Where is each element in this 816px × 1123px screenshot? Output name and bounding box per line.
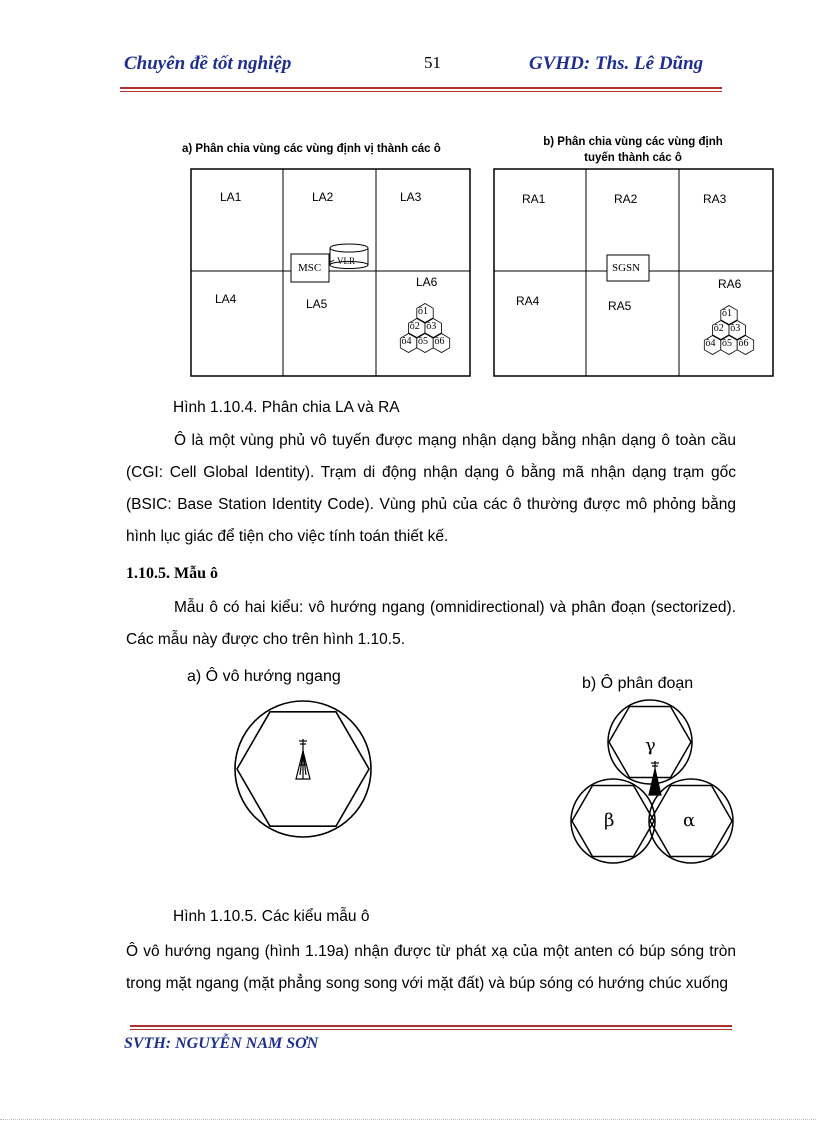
hex-cell-label: ô6 [738,338,749,349]
hex-cell-label: ô3 [730,323,741,334]
la-cell-4: LA4 [215,292,237,306]
ra-cell-4: RA4 [516,294,540,308]
hex-cell-label: ô3 [426,321,437,332]
hex-cell-label: ô4 [401,336,412,347]
hex-cell-label: ô2 [713,323,724,334]
omni-cell-diagram [230,695,380,845]
footer-rule-thin [130,1029,732,1030]
section-heading: 1.10.5. Mẫu ô [126,565,218,582]
hex-cell-label: ô5 [418,336,428,347]
paragraph-cell-definition: Ô là một vùng phủ vô tuyến được mạng nhận dạng bằng nhận dạng ô toàn cầu (CGI: Cell Global Identity). Trạm di động nhận dạng ô bằng mã nhận dạng trạm gốc (BSIC: Base Station Identity Code). Vùng phủ của các ô thường được mô phỏng bằng hình lục giác để tiện cho việc tính toán thiết kế. [126,432,736,545]
hex-cell-label: ô1 [418,306,428,317]
la-cell-2: LA2 [312,190,334,204]
figure2-title-b: b) Ô phân đoạn [582,675,694,692]
header-rule [120,87,722,89]
figure1-title-b-line1: b) Phân chia vùng các vùng định [543,136,723,148]
figure1-title-b [493,134,773,166]
hex-cell-label: ô2 [409,321,420,332]
sgsn-label: SGSN [612,262,641,274]
sector-beta-label: β [604,810,615,831]
ra-cell-3: RA3 [703,192,727,206]
figure1-caption: Hình 1.10.4. Phân chia LA và RA [173,399,400,416]
la-cell-1: LA1 [220,190,242,204]
footer-author: SVTH: NGUYỄN NAM SƠN [124,1035,319,1052]
vlr-label: VLR [337,256,355,266]
sector-gamma-label: γ [645,735,656,756]
ra-cell-6: RA6 [718,277,742,291]
header-advisor: GVHD: Ths. Lê Dũng [529,53,704,74]
header-title: Chuyên đề tốt nghiệp [124,53,292,74]
la-cell-5: LA5 [306,297,328,311]
figure1-title-b-line2: tuyến thành các ô [584,152,682,164]
hex-cell-label: ô5 [722,338,732,349]
hex-cell-label: ô6 [434,336,445,347]
ra-cell-5: RA5 [608,299,632,313]
la-cell-6: LA6 [416,275,438,289]
hex-cell-label: ô4 [705,338,716,349]
figure2-caption: Hình 1.10.5. Các kiểu mẫu ô [173,908,370,925]
ra-cell-1: RA1 [522,192,546,206]
figure2-title-a: a) Ô vô hướng ngang [187,668,341,685]
sector-alpha-label: α [683,810,696,831]
msc-label: MSC [298,262,322,274]
page-edge [0,1119,816,1120]
antenna-icon [296,739,310,779]
paragraph-cell-patterns: Mẫu ô có hai kiểu: vô hướng ngang (omnidirectional) và phân đoạn (sectorized). Các mẫu này được cho trên hình 1.10.5. [126,599,736,648]
sector-cell-diagram [565,695,740,875]
figure1-title-a: a) Phân chia vùng các vùng định vị thành các ô [182,143,441,155]
hex-cell-label: ô1 [722,308,732,319]
ra-cell-2: RA2 [614,192,638,206]
header-rule-thin [120,91,722,92]
footer-rule [130,1025,732,1027]
page-number: 51 [424,53,441,72]
la-cell-3: LA3 [400,190,422,204]
paragraph-omni-description: Ô vô hướng ngang (hình 1.19a) nhận được từ phát xạ của một anten có búp sóng tròn trong mặt ngang (mặt phẳng song song với mặt đất) và búp sóng có hướng chúc xuống [126,943,736,992]
